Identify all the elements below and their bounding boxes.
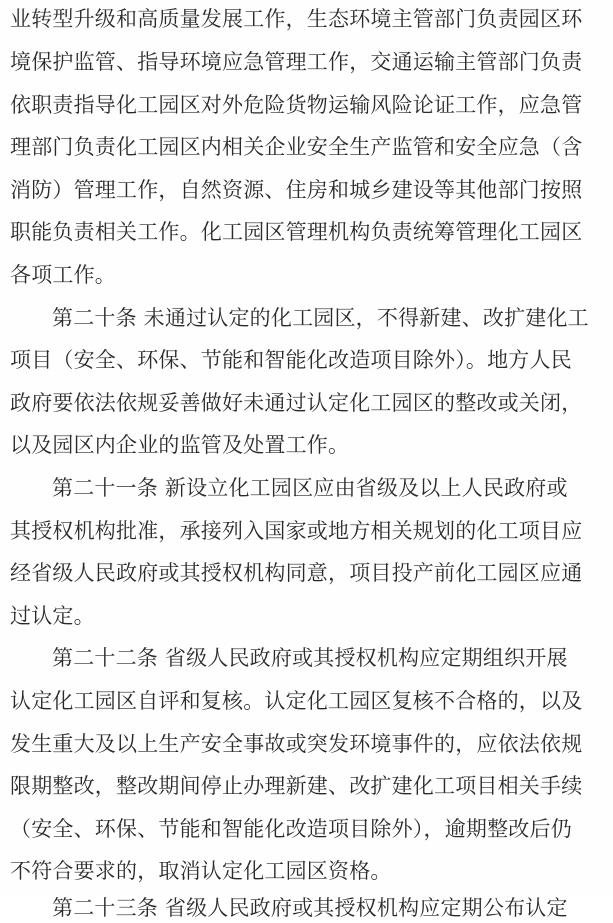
text-line: 不符合要求的，取消认定化工园区资格。 <box>10 859 392 883</box>
article-22-heading-line: 第二十二条 省级人民政府或其授权机构应定期组织开展 <box>52 646 568 670</box>
text-line: 发生重大及以上生产安全事故或突发环境事件的，应依法依规 <box>10 732 583 756</box>
text-line: 消防）管理工作，自然资源、住房和城乡建设等其他部门按照 <box>10 178 583 202</box>
text-line: 境保护监管、指导环境应急管理工作，交通运输主管部门负责 <box>10 50 583 74</box>
text-line: 其授权机构批准，承接列入国家或地方相关规划的化工项目应 <box>10 519 583 543</box>
text-line: 过认定。 <box>10 604 95 628</box>
text-line: 各项工作。 <box>10 263 116 287</box>
text-line: 政府要依法依规妥善做好未通过认定化工园区的整改或关闭， <box>10 391 583 415</box>
text-line: 以及园区内企业的监管及处置工作。 <box>10 433 350 457</box>
text-line: 依职责指导化工园区对外危险货物运输风险论证工作，应急管 <box>10 93 583 117</box>
text-line: 项目（安全、环保、节能和智能化改造项目除外）。地方人民 <box>10 348 572 372</box>
text-line: 认定化工园区自评和复核。认定化工园区复核不合格的，以及 <box>10 689 583 713</box>
text-line: 职能负责相关工作。化工园区管理机构负责统筹管理化工园区 <box>10 220 583 244</box>
article-21-heading-line: 第二十一条 新设立化工园区应由省级及以上人民政府或 <box>52 476 568 500</box>
text-line: 限期整改，整改期间停止办理新建、改扩建化工项目相关手续 <box>10 774 583 798</box>
article-20-heading-line: 第二十条 未通过认定的化工园区，不得新建、改扩建化工 <box>52 306 589 330</box>
text-line: 业转型升级和高质量发展工作，生态环境主管部门负责园区环 <box>10 7 583 31</box>
article-23-heading-line: 第二十三条 省级人民政府或其授权机构应定期公布认定 <box>52 896 568 920</box>
text-line: 经省级人民政府或其授权机构同意，项目投产前化工园区应通 <box>10 561 583 585</box>
text-line: （安全、环保、节能和智能化改造项目除外），逾期整改后仍 <box>10 817 572 841</box>
text-line: 理部门负责化工园区内相关企业安全生产监管和安全应急（含 <box>10 135 583 159</box>
